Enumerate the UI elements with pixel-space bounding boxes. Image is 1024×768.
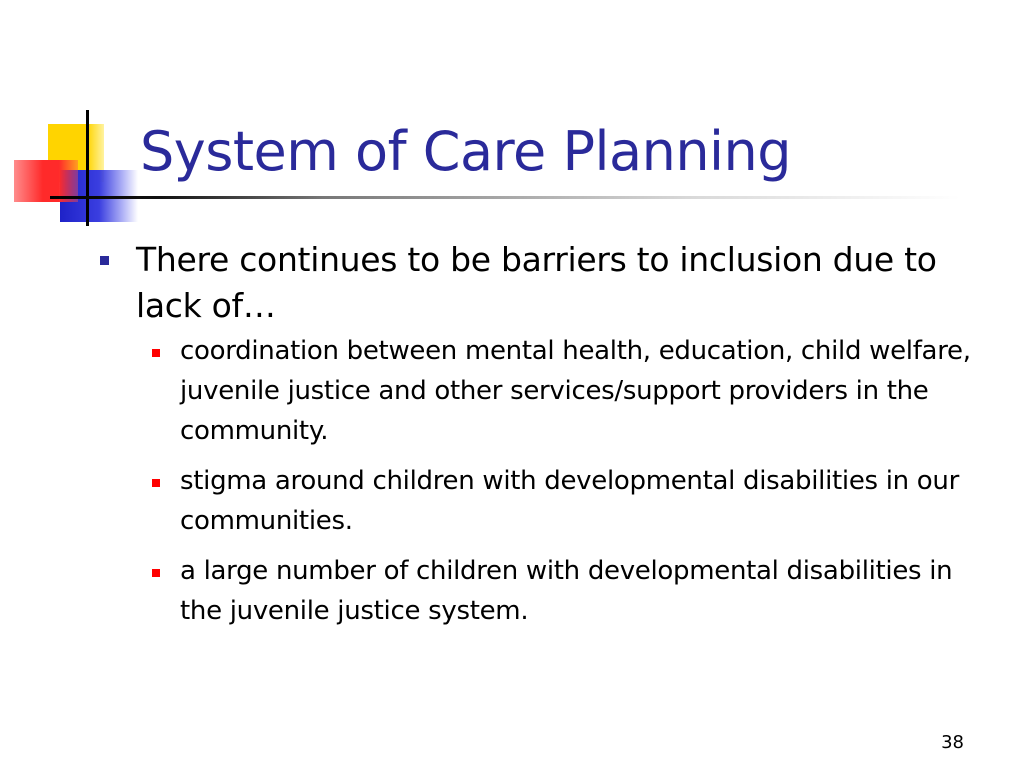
sub-bullet (150, 331, 980, 451)
bullet-text: There continues to be barriers to inclusion due to lack of… (136, 240, 937, 325)
sub-bullet-text: stigma around children with developmental disabilities in our communities. (180, 466, 959, 536)
square-bullet-icon (152, 349, 160, 357)
logo-vertical-line (86, 110, 89, 226)
sub-bullet-list (150, 331, 996, 631)
page-number: 38 (941, 732, 964, 753)
sub-bullet (150, 551, 980, 631)
square-bullet-icon (100, 256, 109, 265)
square-bullet-icon (152, 569, 160, 577)
title-underline (50, 196, 960, 199)
sub-bullet-text: coordination between mental health, education, child welfare, juvenile justice and other services/support providers in the community. (180, 336, 971, 446)
sub-bullet (150, 461, 980, 541)
sub-bullet-text: a large number of children with developmental disabilities in the juvenile justice system. (180, 556, 953, 626)
bullet-level1 (96, 237, 976, 329)
square-bullet-icon (152, 479, 160, 487)
slide-content (96, 237, 996, 641)
decorative-logo (0, 0, 150, 240)
slide-title: System of Care Planning (140, 120, 792, 183)
